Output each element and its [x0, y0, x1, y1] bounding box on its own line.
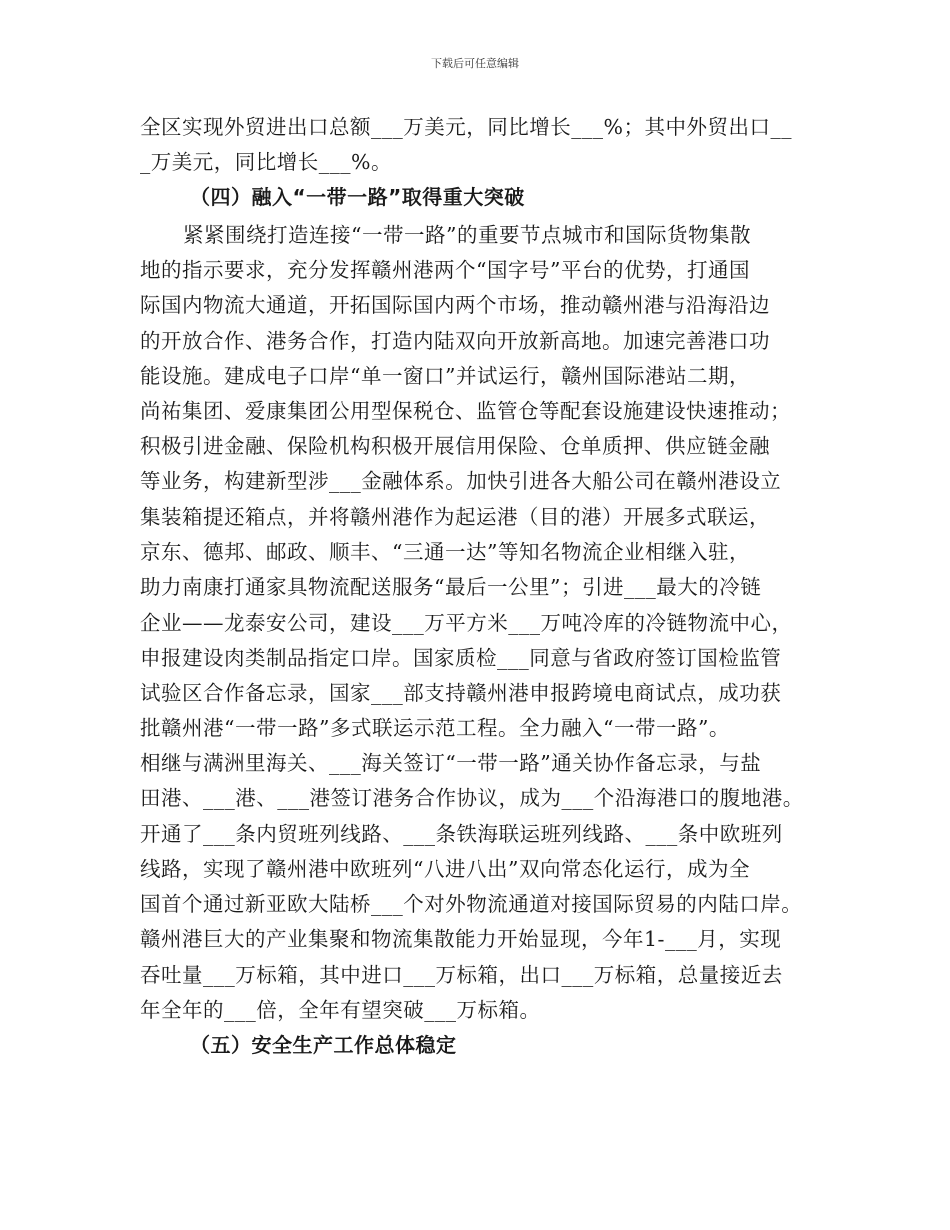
body-line: 赣州港巨大的产业集聚和物流集散能力开始显现，今年1-___月，实现 — [140, 927, 782, 951]
body-line: 企业——龙泰安公司，建设___万平方米___万吨冷库的冷链物流中心， — [140, 611, 793, 635]
body-line: 吞吐量___万标箱，其中进口___万标箱，出口___万标箱，总量接近去 — [140, 963, 783, 987]
body-line: 京东、德邦、邮政、顺丰、“三通一达”等知名物流企业相继入驻， — [140, 540, 750, 564]
body-line: 积极引进金融、保险机构积极开展信用保险、仓单质押、供应链金融 — [140, 434, 770, 458]
body-line: 全区实现外贸进出口总额___万美元，同比增长___%；其中外贸出口__ — [140, 115, 792, 139]
body-line: 相继与满洲里海关、___海关签订“一带一路”通关协作备忘录，与盐 — [140, 751, 762, 775]
body-line: 尚祐集团、爱康集团公用型保税仓、监管仓等配套设施建设快速推动； — [140, 399, 791, 423]
body-line: 批赣州港“一带一路”多式联运示范工程。全力融入“一带一路”。 — [140, 716, 730, 740]
body-line: 的开放合作、港务合作，打造内陆双向开放新高地。加速完善港口功 — [140, 329, 770, 353]
body-line: 线路，实现了赣州港中欧班列“八进八出”双向常态化运行，成为全 — [140, 857, 750, 881]
body-line: 集装箱提还箱点，并将赣州港作为起运港（目的港）开展多式联运， — [140, 505, 770, 529]
body-line: 能设施。建成电子口岸“单一窗口”并试运行，赣州国际港站二期， — [140, 364, 750, 388]
body-line: 国首个通过新亚欧大陆桥___个对外物流通道对接国际贸易的内陆口岸。 — [140, 892, 803, 916]
body-line: 紧紧围绕打造连接“一带一路”的重要节点城市和国际货物集散 — [183, 223, 751, 247]
body-line: 等业务，构建新型涉___金融体系。加快引进各大船公司在赣州港设立 — [140, 469, 782, 493]
body-line: _万美元，同比增长___%。 — [140, 150, 392, 174]
body-line: 年全年的___倍，全年有望突破___万标箱。 — [140, 998, 541, 1022]
header-note: 下载后可任意编辑 — [431, 57, 519, 70]
body-line: 际国内物流大通道，开拓国际国内两个市场，推动赣州港与沿海沿边 — [140, 293, 770, 317]
body-line: 申报建设肉类制品指定口岸。国家质检___同意与省政府签订国检监管 — [140, 646, 782, 670]
body-line: 田港、___港、___港签订港务合作协议，成为___个沿海港口的腹地港。 — [140, 786, 804, 810]
section-heading-4: （四）融入“一带一路”取得重大突破 — [190, 185, 525, 209]
body-line: 地的指示要求，充分发挥赣州港两个“国字号”平台的优势，打通国 — [140, 258, 750, 282]
body-line: 助力南康打通家具物流配送服务“最后一公里”；引进___最大的冷链 — [140, 575, 762, 599]
body-line: 试验区合作备忘录，国家___部支持赣州港申报跨境电商试点，成功获 — [140, 681, 782, 705]
body-line: 开通了___条内贸班列线路、___条铁海联运班列线路、___条中欧班列 — [140, 822, 783, 846]
section-heading-5: （五）安全生产工作总体稳定 — [190, 1033, 457, 1057]
